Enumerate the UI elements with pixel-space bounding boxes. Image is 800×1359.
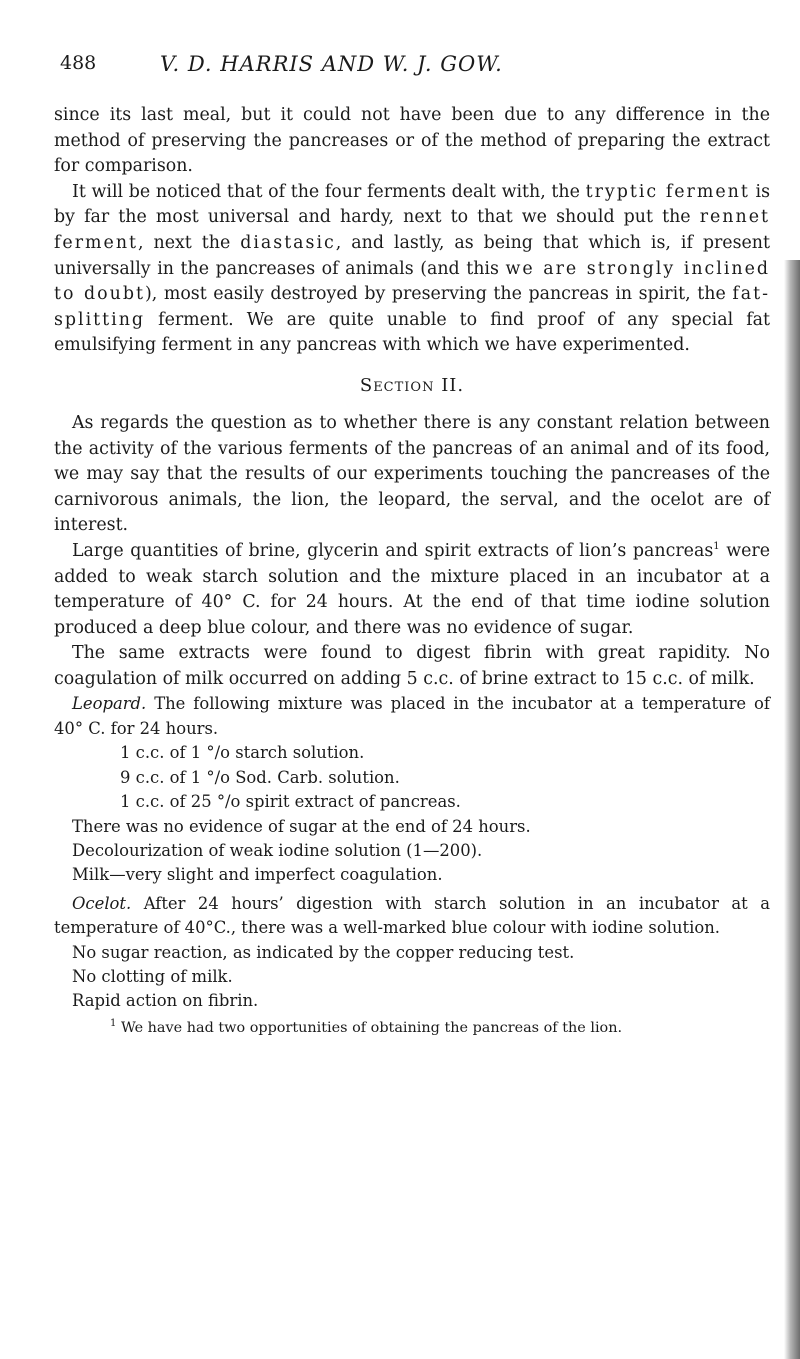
ocelot-block: [54, 892, 770, 1014]
leopard-text: The following mixture was placed in the incubator at a temperature of 40° C. for 24 hours.: [54, 694, 770, 738]
leopard-label: Leopard.: [72, 694, 147, 714]
ocelot-result-3: Rapid action on fibrin.: [72, 991, 259, 1011]
ocelot-intro: [54, 892, 770, 941]
p2-text-k: ferment. We are quite unable to find proof of any special fat emulsifying ferment in any pancreas with which we have experimented.: [54, 309, 770, 356]
paragraph-2: [54, 180, 770, 359]
page-edge-shadow: [784, 260, 800, 1359]
mixture-line-3: 1 c.c. of 25 °/o spirit extract of pancreas.: [120, 792, 461, 812]
p2-text-e: , next the: [138, 232, 231, 253]
paragraph-1: since its last meal, but it could not have been due to any difference in the method of preserving the pancreases or of the method of preparing the extract for comparison.: [54, 105, 770, 177]
ocelot-result-2: No clotting of milk.: [72, 966, 233, 986]
spaced-phrase-doubt: we are strongly inclined to doubt: [54, 258, 771, 305]
p2-text-i: ), most easily destroyed by preserving the pancreas in spirit, the: [144, 284, 726, 305]
mixture-line-2: 9 c.c. of 1 °/o Sod. Carb. solution.: [120, 767, 400, 787]
term-diastasic: diastasic: [240, 232, 336, 253]
mixture-line-1: 1 c.c. of 1 °/o starch solution.: [120, 743, 365, 763]
page-header: [60, 52, 760, 82]
footnote-mark: 1: [110, 1017, 117, 1029]
leopard-block: [54, 692, 770, 887]
paragraph-5: The same extracts were found to digest fibrin with great rapidity. No coagulation of milk occurred on adding 5 c.c. of brine extract to 15 c.c. of milk.: [54, 643, 770, 689]
p2-text-a: It will be noticed that of the four ferments dealt with, the: [72, 181, 580, 202]
leopard-result-3: Milk—very slight and imperfect coagulation.: [72, 865, 443, 885]
footnote-text: We have had two opportunities of obtaining the pancreas of the lion.: [120, 1019, 623, 1036]
term-fat-splitting: fat-splitting: [54, 284, 770, 330]
leopard-result-2: Decolourization of weak iodine solution (1—200).: [72, 840, 483, 860]
page-number: 488: [60, 52, 97, 74]
ocelot-text: After 24 hours’ digestion with starch solution in an incubator at a temperature of 40°C., there was a well-marked blue colour with iodine solution.: [54, 893, 770, 938]
leopard-result-1: There was no evidence of sugar at the end of 24 hours.: [72, 816, 531, 836]
footnote-ref: 1: [713, 541, 720, 553]
section-heading: Section II.: [359, 374, 465, 396]
p4-text-a: Large quantities of brine, glycerin and spirit extracts of lion’s pancreas: [72, 540, 714, 561]
ocelot-label: Ocelot.: [72, 893, 132, 913]
p4-text-b: were added to weak starch solution and the mixture placed in an incubator at a temperature of 40° C. for 24 hours. At the end of that time iodine solution produced a deep blue colour, and there was no evidence of sugar.: [54, 540, 770, 638]
ocelot-result-1: No sugar reaction, as indicated by the copper reducing test.: [72, 942, 575, 962]
paragraph-4: [54, 539, 770, 641]
page-body: [54, 103, 770, 1038]
term-tryptic-ferment: tryptic ferment: [585, 181, 750, 202]
p2-text-c: is by far the most universal and hardy, next to that we should put the: [54, 181, 771, 228]
running-title: V. D. HARRIS AND W. J. GOW.: [160, 52, 503, 76]
footnote: [54, 1018, 770, 1038]
paragraph-3: As regards the question as to whether there is any constant relation between the activity of the various ferments of the pancreas of an animal and of its food, we may say that the results of our experiments touching the pancreases of the carnivorous animals, the lion, the leopard, the serval, and the ocelot are of interest.: [54, 412, 770, 536]
term-rennet-ferment: rennet ferment: [54, 207, 770, 253]
p2-text-g: , and lastly, as being that which is, if present universally in the pancreases of animals (and this: [54, 232, 770, 279]
leopard-intro: [54, 692, 770, 741]
